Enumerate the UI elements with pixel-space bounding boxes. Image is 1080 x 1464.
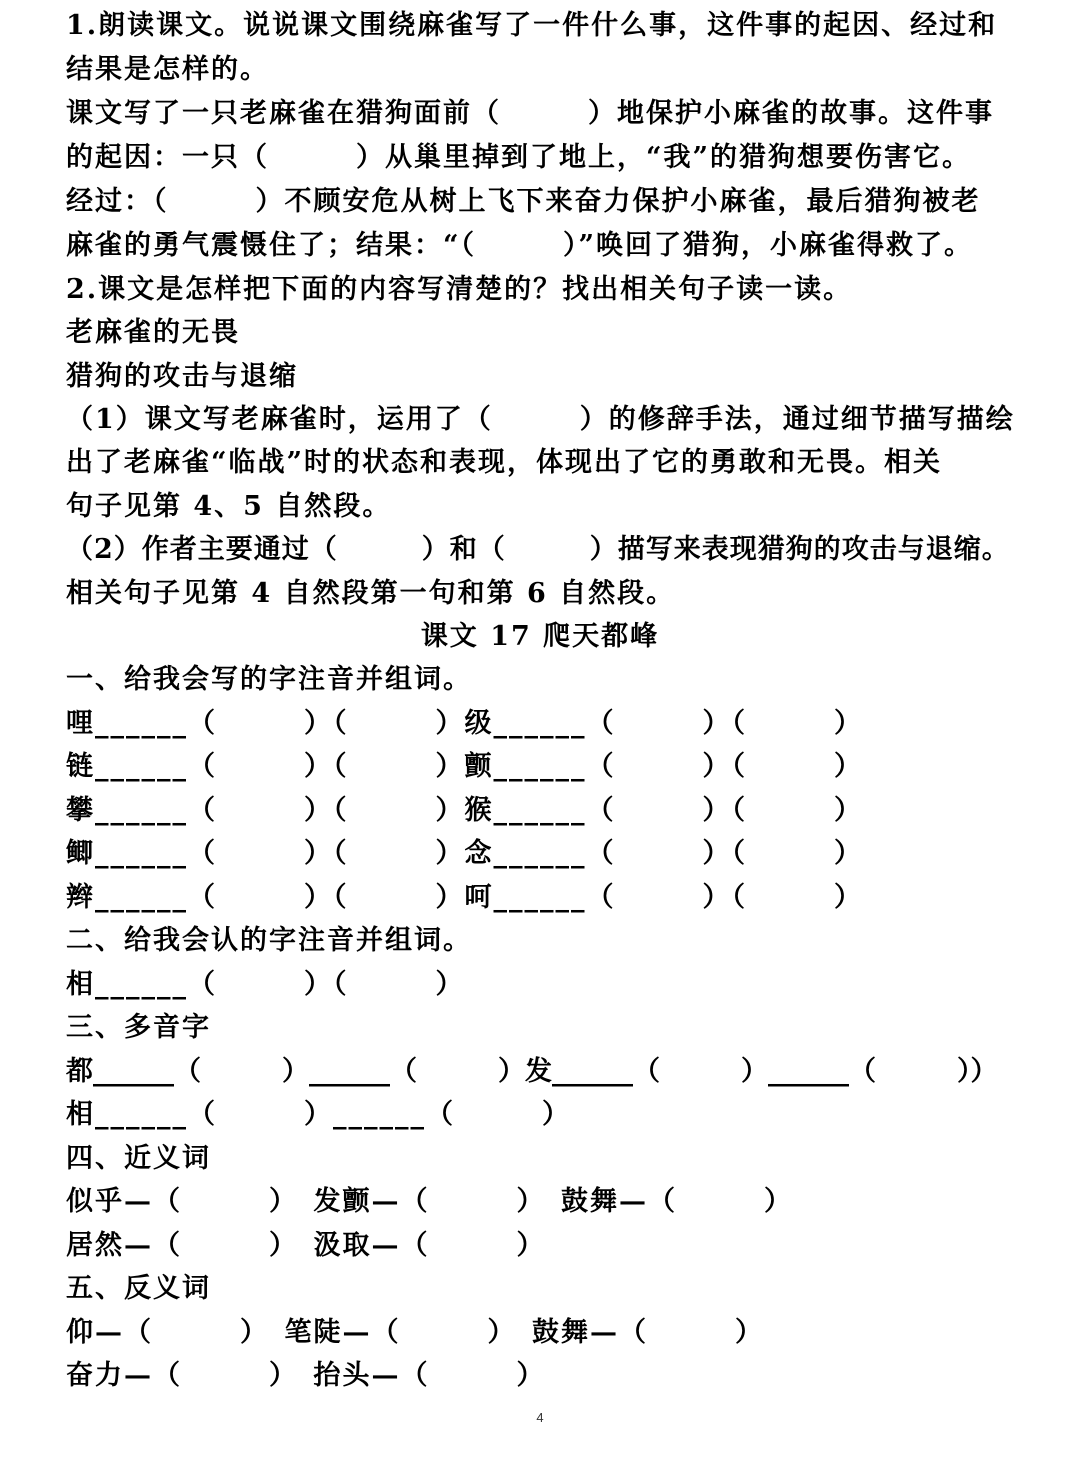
answer-1-line-3: 经过：（ ）不顾安危从树上飞下来奋力保护小麻雀，最后猎狗被老 [66, 186, 981, 217]
question-1-line-2: 结果是怎样的。 [66, 54, 269, 85]
answer-1-line-2: 的起因：一只（ ）从巢里掉到了地上，“我”的猎狗想要伤害它。 [66, 142, 972, 173]
topic-old-sparrow: 老麻雀的无畏 [66, 317, 240, 348]
question-2-line: 2.课文是怎样把下面的内容写清楚的？找出相关句子读一读。 [66, 274, 853, 305]
section-4-heading: 四、近义词 [66, 1143, 211, 1174]
write-char-row-5: 辫______（ ）（ ）呵______（ ）（ ） [66, 882, 863, 913]
section-1-heading: 一、给我会写的字注音并组词。 [66, 664, 472, 695]
answer-1-line-4: 麻雀的勇气震慑住了；结果：“（ ）”唤回了猎狗，小麻雀得救了。 [66, 230, 974, 261]
write-char-row-3: 攀______（ ）（ ）猴______（ ）（ ） [66, 795, 863, 826]
topic-hound: 猎狗的攻击与退缩 [66, 361, 298, 392]
antonym-row-1: 仰—（ ） 笔陡—（ ） 鼓舞—（ ） [66, 1317, 764, 1348]
recognize-char-row: 相______（ ）（ ） [66, 969, 465, 1000]
sub-question-1-line-3: 句子见第 4、5 自然段。 [66, 491, 392, 522]
write-char-row-4: 鲫______（ ）（ ）念______（ ）（ ） [66, 838, 863, 869]
sub-question-1-line-1: （1）课文写老麻雀时，运用了（ ）的修辞手法，通过细节描写描绘 [66, 404, 1015, 435]
polyphone-row-2: 相______（ ）______（ ） [66, 1099, 571, 1130]
sub-question-2-line-1: （2）作者主要通过（ ）和（ ）描写来表现猎狗的攻击与退缩。 [66, 534, 1010, 565]
sub-question-2-line-2: 相关句子见第 4 自然段第一句和第 6 自然段。 [66, 578, 676, 609]
antonym-row-2: 奋力—（ ） 抬头—（ ） [66, 1360, 546, 1391]
write-char-row-1: 哩______（ ）（ ）级______（ ）（ ） [66, 708, 863, 739]
lesson-title: 课文 17 爬天都峰 [420, 621, 660, 652]
question-1-line-1: 1.朗读课文。说说课文围绕麻雀写了一件什么事，这件事的起因、经过和 [66, 10, 998, 41]
polyphone-row-1: 都______（ ）______（ ）发______（ ）______（ ）） [66, 1056, 998, 1087]
section-2-heading: 二、给我会认的字注音并组词。 [66, 925, 472, 956]
sub-question-1-line-2: 出了老麻雀“临战”时的状态和表现，体现出了它的勇敢和无畏。相关 [66, 447, 943, 478]
answer-1-line-1: 课文写了一只老麻雀在猎狗面前（ ）地保护小麻雀的故事。这件事 [66, 98, 994, 129]
section-5-heading: 五、反义词 [66, 1273, 211, 1304]
write-char-row-2: 链______（ ）（ ）颤______（ ）（ ） [66, 751, 863, 782]
synonym-row-1: 似乎—（ ） 发颤—（ ） 鼓舞—（ ） [66, 1186, 793, 1217]
section-3-heading: 三、多音字 [66, 1012, 211, 1043]
synonym-row-2: 居然—（ ） 汲取—（ ） [66, 1230, 546, 1261]
page-number: 4 [536, 1410, 544, 1425]
